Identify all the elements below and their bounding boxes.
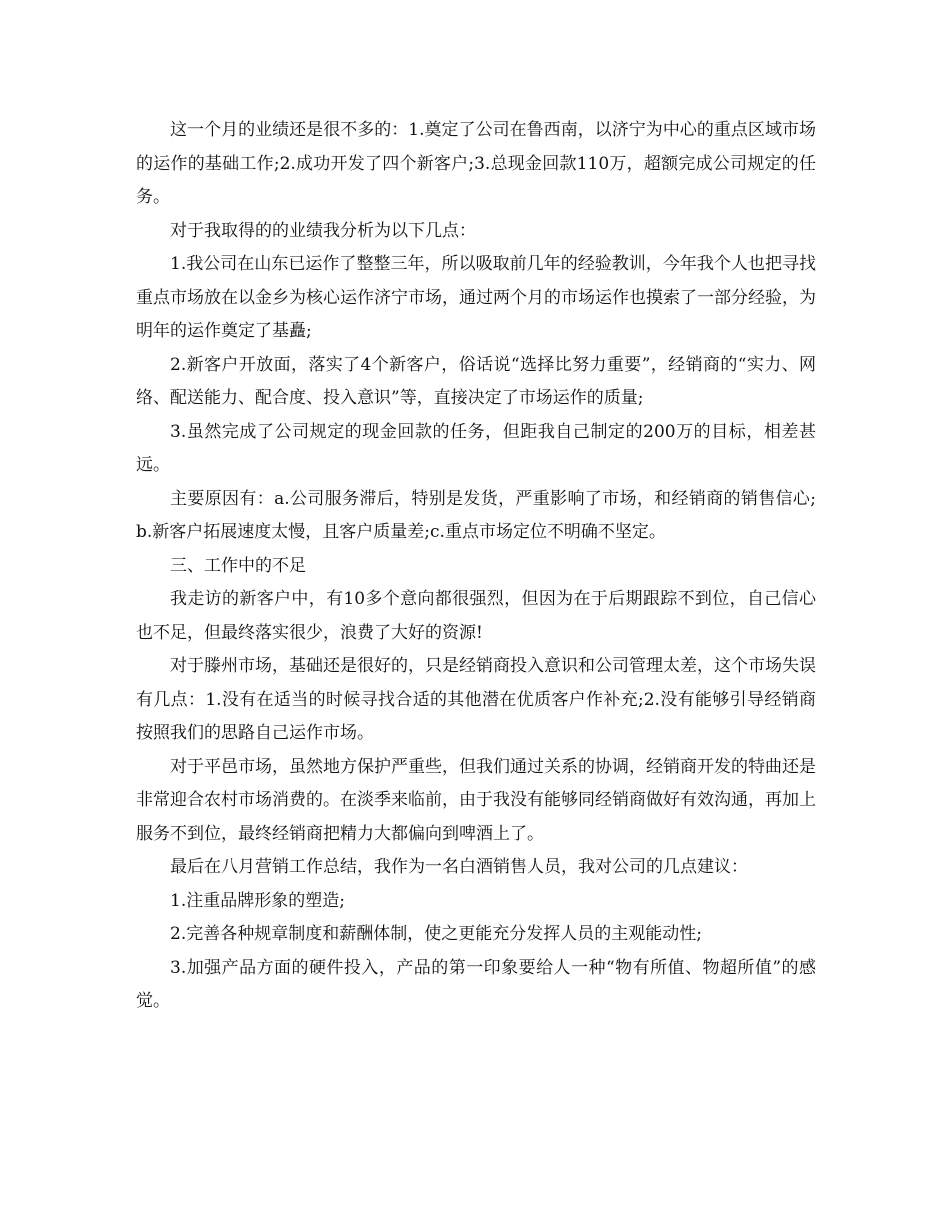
- document-body: [136, 114, 816, 1019]
- paragraph-new-customers: 我走访的新客户中，有10多个意向都很强烈，但因为在于后期跟踪不到位，自己信心也不足，但最终落实很少，浪费了大好的资源!: [136, 589, 816, 643]
- paragraph-pingyi-market: 对于平邑市场，虽然地方保护严重些，但我们通过关系的协调，经销商开发的特曲还是非常迎合农村市场消费的。在淡季来临前，由于我没有能够同经销商做好有效沟通，再加上服务不到位，最终经销商把精力大都偏向到啤酒上了。: [136, 756, 816, 844]
- paragraph-analysis-intro: 对于我取得的的业绩我分析为以下几点：: [170, 220, 476, 241]
- paragraph-point-2: 2.新客户开放面，落实了4个新客户，俗话说“选择比努力重要”，经销商的“实力、网络、配送能力、配合度、投入意识”等，直接决定了市场运作的质量;: [136, 354, 816, 408]
- paragraph-point-1: 1.我公司在山东已运作了整整三年，所以吸取前几年的经验教训，今年我个人也把寻找重点市场放在以金乡为核心运作济宁市场，通过两个月的市场运作也摸索了一部分经验，为明年的运作奠定了基矗;: [136, 254, 816, 341]
- paragraph-performance-summary: 这一个月的业绩还是很不多的：1.奠定了公司在鲁西南，以济宁为中心的重点区域市场的运作的基础工作;2.成功开发了四个新客户;3.总现金回款110万，超额完成公司规定的任务。: [136, 120, 816, 207]
- paragraph-suggestion-3: 3.加强产品方面的硬件投入，产品的第一印象要给人一种“物有所值、物超所值”的感觉。: [136, 957, 816, 1011]
- section-heading-shortcomings: 三、工作中的不足: [170, 555, 306, 576]
- paragraph-main-reasons: 主要原因有：a.公司服务滞后，特别是发货，严重影响了市场，和经销商的销售信心;b.新客户拓展速度太慢，且客户质量差;c.重点市场定位不明确不坚定。: [136, 488, 816, 542]
- paragraph-point-3: 3.虽然完成了公司规定的现金回款的任务，但距我自己制定的200万的目标，相差甚远。: [136, 421, 816, 475]
- paragraph-suggestion-2: 2.完善各种规章制度和薪酬体制，使之更能充分发挥人员的主观能动性;: [170, 924, 702, 944]
- paragraph-suggestions-intro: 最后在八月营销工作总结，我作为一名白酒销售人员，我对公司的几点建议：: [170, 857, 748, 877]
- paragraph-suggestion-1: 1.注重品牌形象的塑造;: [170, 890, 345, 911]
- paragraph-tengzhou-market: 对于滕州市场，基础还是很好的，只是经销商投入意识和公司管理太差，这个市场失误有几点：1.没有在适当的时候寻找合适的其他潜在优质客户作补充;2.没有能够引导经销商按照我们的思路自己运作市场。: [136, 656, 816, 743]
